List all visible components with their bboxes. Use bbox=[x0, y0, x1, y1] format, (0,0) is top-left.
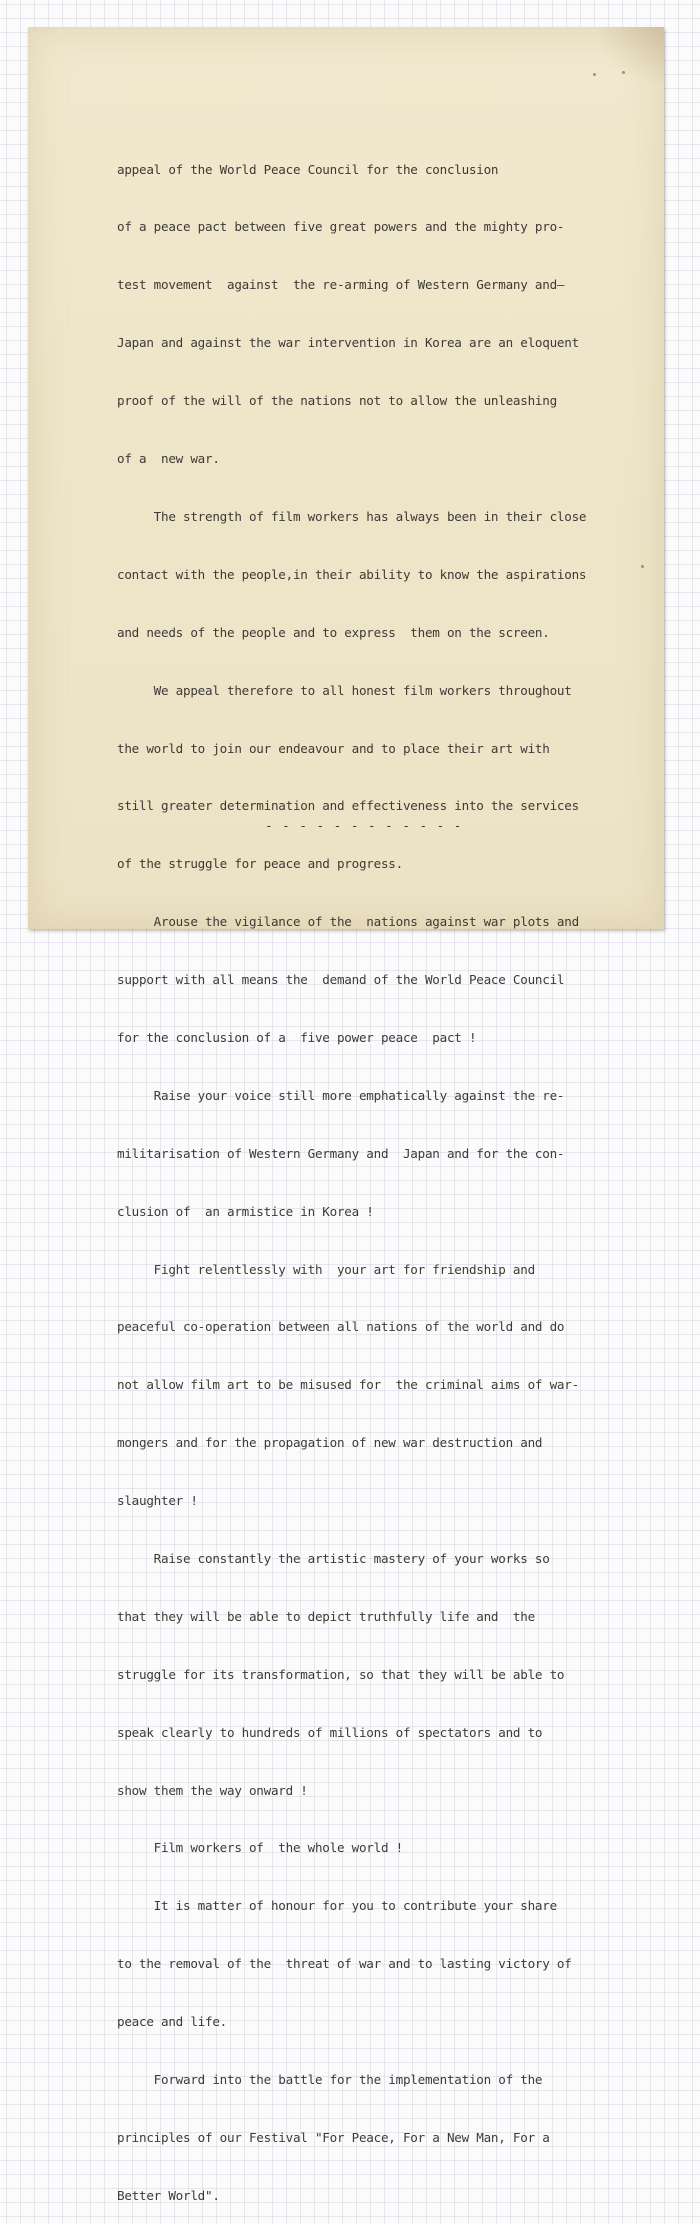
text-line: show them the way onward ! bbox=[117, 1782, 308, 1798]
text-line: support with all means the demand of the World Peace Council bbox=[117, 972, 565, 988]
text-line: slaughter ! bbox=[117, 1493, 198, 1509]
closing-divider: - - - - - - - - - - - - bbox=[265, 818, 463, 833]
text-line: Forward into the battle for the implementation of the bbox=[117, 2071, 543, 2087]
text-line: of a new war. bbox=[117, 451, 220, 467]
text-line: Japan and against the war intervention in Korea are an eloquent bbox=[117, 335, 579, 351]
text-line: peaceful co-operation between all nations of the world and do bbox=[117, 1319, 565, 1335]
text-line: It is matter of honour for you to contribute your share bbox=[117, 1898, 557, 1914]
text-line: of the struggle for peace and progress. bbox=[117, 856, 403, 872]
text-line: Raise your voice still more emphatically against the re- bbox=[117, 1087, 565, 1103]
text-line: clusion of an armistice in Korea ! bbox=[117, 1203, 374, 1219]
paper-speck bbox=[593, 73, 596, 76]
text-line: contact with the people,in their ability to know the aspirations bbox=[117, 566, 587, 582]
text-line: struggle for its transformation, so that they will be able to bbox=[117, 1666, 565, 1682]
text-line: Raise constantly the artistic mastery of your works so bbox=[117, 1550, 550, 1566]
paper-speck bbox=[641, 565, 644, 568]
text-line: to the removal of the threat of war and to lasting victory of bbox=[117, 1956, 572, 1972]
text-line: for the conclusion of a five power peace pact ! bbox=[117, 1029, 477, 1045]
text-line: and needs of the people and to express them on the screen. bbox=[117, 624, 550, 640]
paper-speck bbox=[622, 71, 625, 74]
text-line: proof of the will of the nations not to allow the unleashing bbox=[117, 393, 557, 409]
text-line: Film workers of the whole world ! bbox=[117, 1840, 403, 1856]
text-line: principles of our Festival "For Peace, For a New Man, For a bbox=[117, 2129, 550, 2145]
text-line: militarisation of Western Germany and Japan and for the con- bbox=[117, 1145, 565, 1161]
text-line: the world to join our endeavour and to place their art with bbox=[117, 740, 550, 756]
text-line: speak clearly to hundreds of millions of spectators and to bbox=[117, 1724, 543, 1740]
text-line: not allow film art to be misused for the criminal aims of war- bbox=[117, 1377, 579, 1393]
text-line: mongers and for the propagation of new war destruction and bbox=[117, 1435, 543, 1451]
text-line: Better World". bbox=[117, 2187, 220, 2203]
text-line: that they will be able to depict truthfully life and the bbox=[117, 1608, 535, 1624]
text-line: We appeal therefore to all honest film workers throughout bbox=[117, 682, 572, 698]
text-line: Arouse the vigilance of the nations against war plots and bbox=[117, 914, 579, 930]
text-line: Fight relentlessly with your art for friendship and bbox=[117, 1261, 535, 1277]
text-line: The strength of film workers has always been in their close bbox=[117, 508, 587, 524]
text-line: test movement against the re-arming of Western Germany and— bbox=[117, 277, 565, 293]
text-line: peace and life. bbox=[117, 2014, 227, 2030]
text-line: of a peace pact between five great powers and the mighty pro- bbox=[117, 219, 565, 235]
letter-body bbox=[117, 121, 637, 2224]
text-line: appeal of the World Peace Council for the conclusion bbox=[117, 161, 499, 177]
text-line: still greater determination and effectiveness into the services bbox=[117, 798, 579, 814]
